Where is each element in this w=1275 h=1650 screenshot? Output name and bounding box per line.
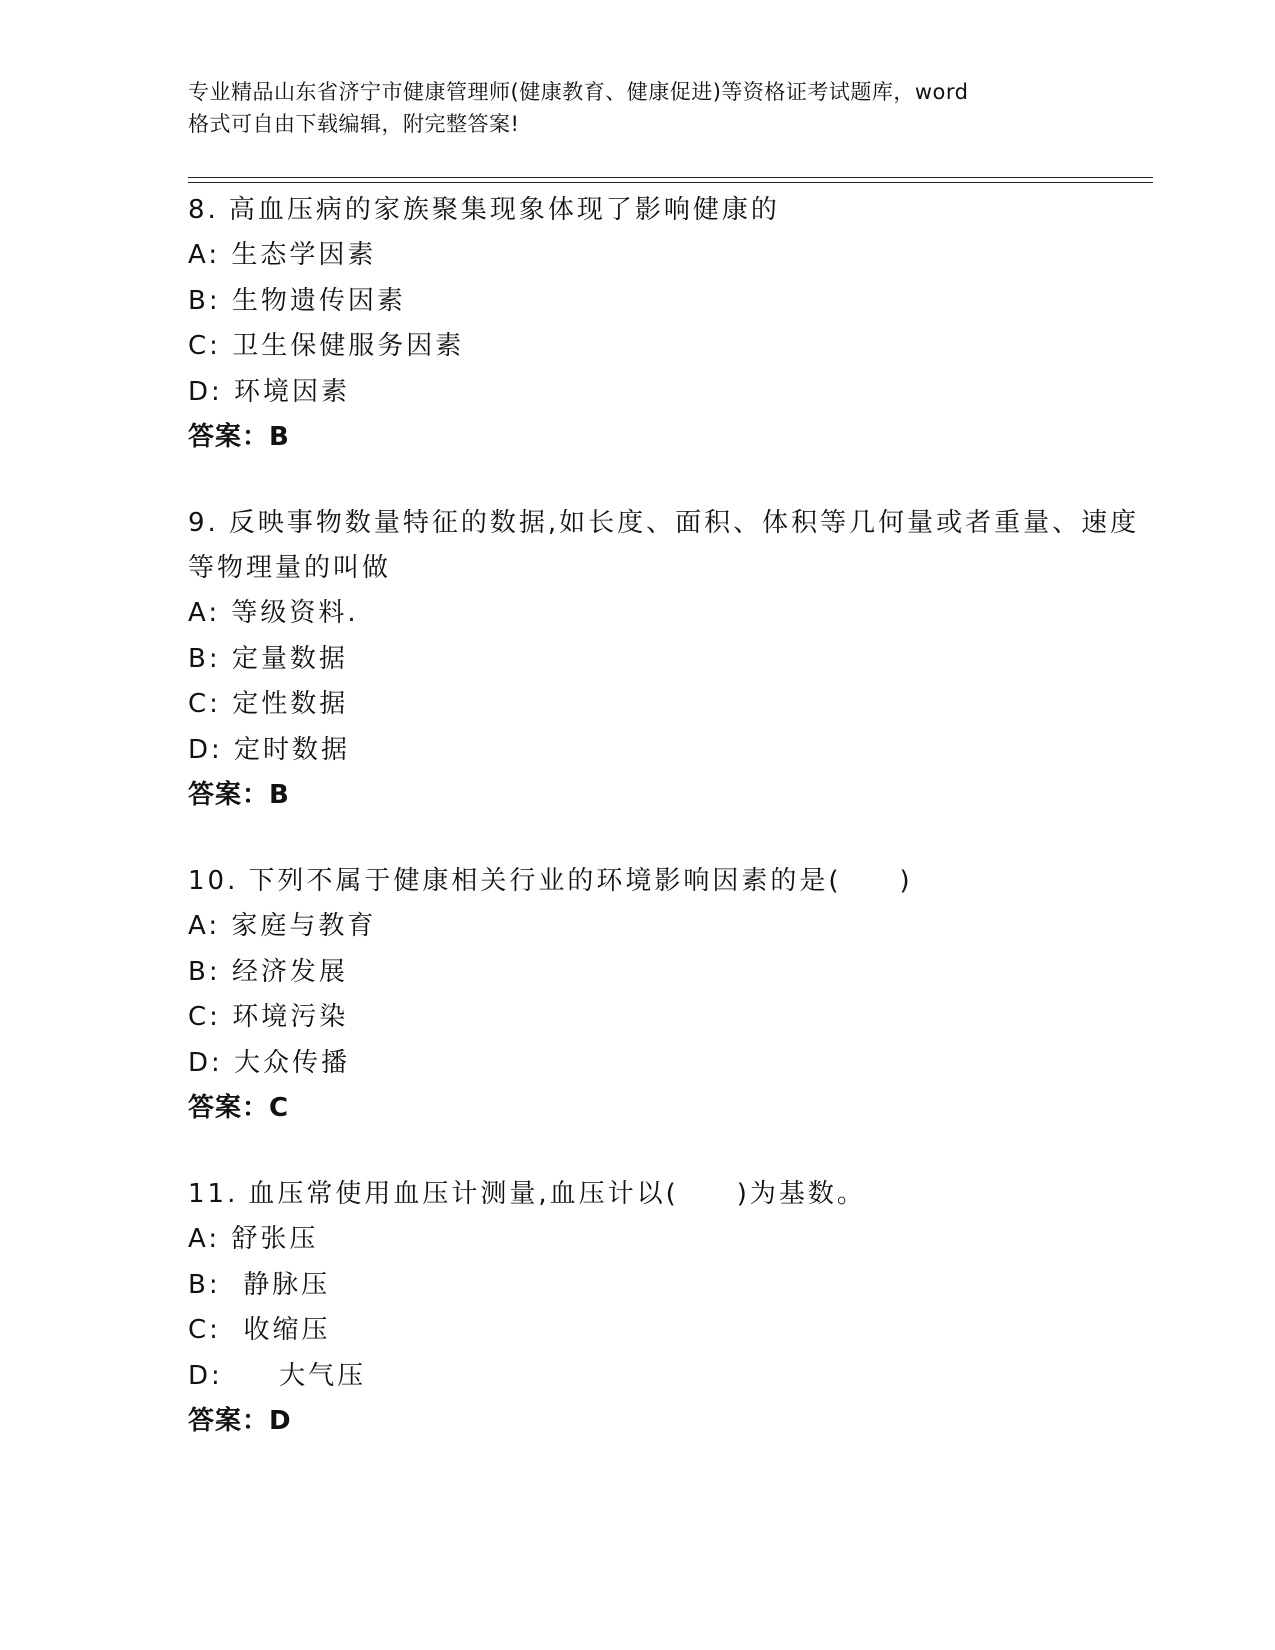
answer-value: D	[269, 1406, 292, 1436]
option-text: 环境因素	[234, 376, 351, 407]
option-c	[188, 995, 1148, 1041]
question-number: 9.	[188, 508, 219, 538]
option-b	[188, 950, 1148, 996]
question-list	[188, 188, 1148, 1485]
option-label: A:	[188, 598, 221, 628]
option-text: 舒张压	[231, 1224, 319, 1254]
option-text: 收缩压	[232, 1315, 331, 1345]
option-d	[188, 1041, 1148, 1087]
option-label: B:	[188, 1269, 221, 1300]
option-label: D:	[188, 1047, 223, 1078]
question-stem: 高血压病的家族聚集现象体现了影响健康的	[228, 195, 780, 225]
option-text: 环境污染	[232, 1002, 349, 1032]
header-rule-bottom	[188, 182, 1153, 183]
question-10	[188, 859, 1148, 1131]
option-a	[188, 591, 1148, 637]
option-text: 生态学因素	[231, 240, 377, 270]
header-line-1: 专业精品山东省济宁市健康管理师(健康教育、健康促进)等资格证考试题库，word	[188, 80, 969, 104]
option-c	[188, 324, 1148, 370]
option-label: B:	[188, 643, 221, 674]
option-label: A:	[188, 911, 221, 941]
option-text: 定性数据	[232, 689, 349, 719]
option-label: B:	[188, 285, 221, 316]
option-text: 经济发展	[231, 956, 348, 987]
answer-label: 答案：	[188, 1406, 270, 1436]
option-b	[188, 279, 1148, 325]
option-text: 定量数据	[231, 643, 348, 674]
option-text: 卫生保健服务因素	[232, 331, 465, 361]
option-label: B:	[188, 956, 221, 987]
option-text: 静脉压	[231, 1269, 331, 1300]
header-rule-top	[188, 177, 1153, 178]
question-number: 11.	[188, 1179, 239, 1209]
option-text: 大气压	[234, 1360, 367, 1391]
option-label: C:	[188, 1315, 221, 1345]
answer-label: 答案：	[188, 422, 270, 452]
option-label: A:	[188, 240, 221, 270]
question-11	[188, 1172, 1148, 1444]
option-d	[188, 370, 1148, 416]
option-label: A:	[188, 1224, 221, 1254]
option-label: C:	[188, 689, 221, 719]
option-label: D:	[188, 734, 223, 765]
option-label: D:	[188, 1360, 223, 1391]
answer-value: B	[269, 780, 290, 810]
question-text	[188, 188, 1148, 233]
option-a	[188, 233, 1148, 279]
option-text: 等级资料.	[231, 598, 359, 628]
question-text	[188, 859, 1148, 904]
answer-value: B	[269, 422, 290, 452]
option-d	[188, 728, 1148, 774]
question-text	[188, 501, 1148, 591]
option-a	[188, 904, 1148, 950]
option-c	[188, 682, 1148, 728]
option-label: C:	[188, 1002, 221, 1032]
option-a	[188, 1217, 1148, 1263]
option-text: 家庭与教育	[231, 911, 377, 941]
option-label: D:	[188, 376, 223, 407]
document-header	[188, 76, 1088, 140]
question-9	[188, 501, 1148, 818]
option-b	[188, 637, 1148, 683]
option-text: 生物遗传因素	[231, 285, 406, 316]
answer-line	[188, 415, 1148, 460]
header-line-2: 格式可自由下载编辑，附完整答案!	[188, 112, 520, 136]
option-c	[188, 1308, 1148, 1354]
answer-line	[188, 773, 1148, 818]
option-b	[188, 1263, 1148, 1309]
answer-label: 答案：	[188, 1093, 270, 1123]
question-stem: 反映事物数量特征的数据,如长度、面积、体积等几何量或者重量、速度等物理量的叫做	[188, 508, 1140, 583]
option-d	[188, 1354, 1148, 1400]
question-number: 10.	[188, 866, 239, 896]
answer-value: C	[269, 1093, 290, 1123]
question-stem: 下列不属于健康相关行业的环境影响因素的是( )	[248, 866, 913, 896]
answer-line	[188, 1399, 1148, 1444]
option-label: C:	[188, 331, 221, 361]
option-text: 大众传播	[234, 1047, 351, 1078]
option-text: 定时数据	[234, 734, 351, 765]
question-text	[188, 1172, 1148, 1217]
question-number: 8.	[188, 195, 219, 225]
answer-label: 答案：	[188, 780, 270, 810]
answer-line	[188, 1086, 1148, 1131]
question-8	[188, 188, 1148, 460]
question-stem: 血压常使用血压计测量,血压计以( )为基数。	[248, 1179, 866, 1209]
